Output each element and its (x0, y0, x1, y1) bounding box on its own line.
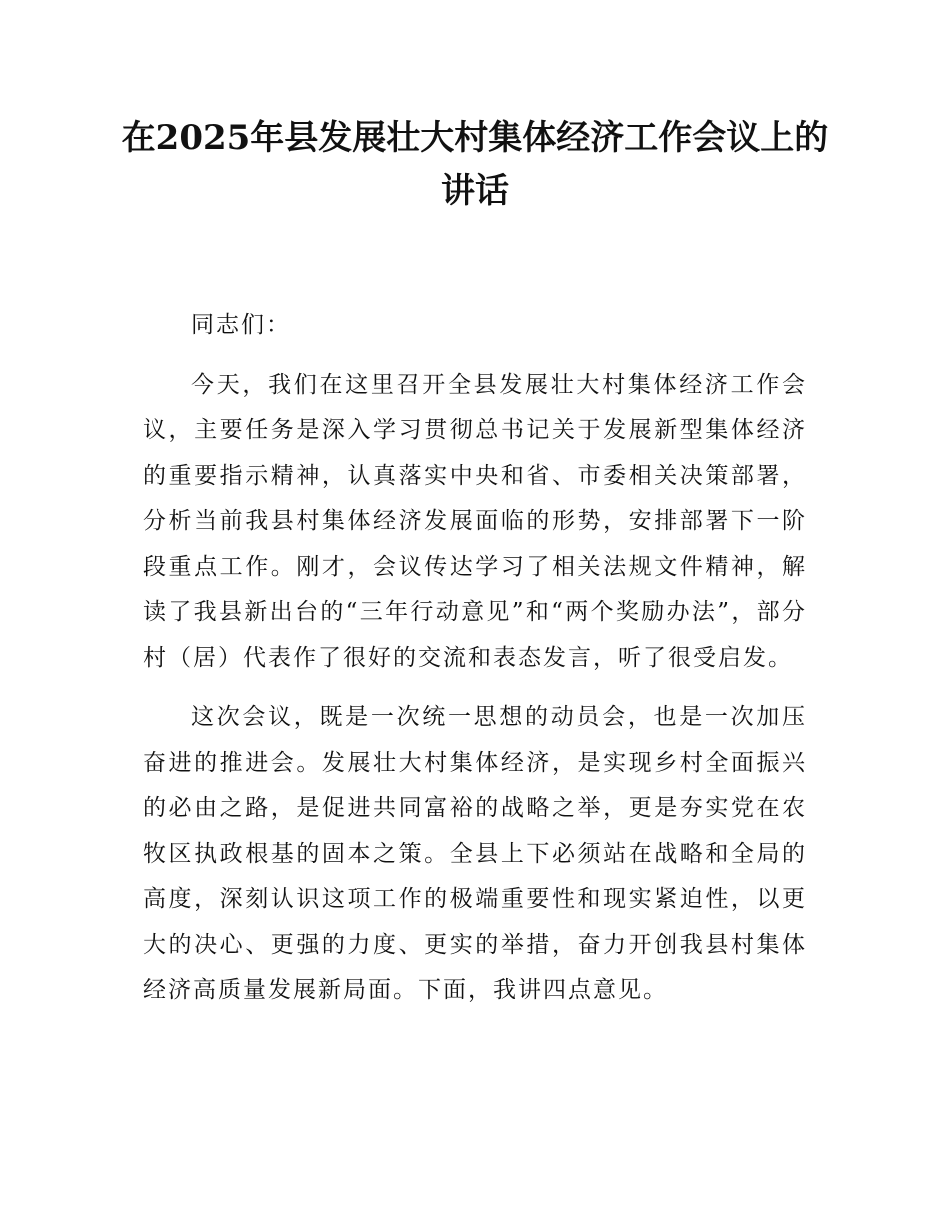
salutation: 同志们： (191, 312, 291, 338)
paragraph-opening: 今天，我们在这里召开全县发展壮大村集体经济工作会议，主要任务是深入学习贯彻总书记关于发展新型集体经济的重要指示精神，认真落实中央和省、市委相关决策部署，分析当前我县村集体经济发展面临的形势，安排部署下一阶段重点工作。刚才，会议传达学习了相关法规文件精神，解读了我县新出台的“三年行动意见”和“两个奖励办法”，部分村（居）代表作了很好的交流和表态发言，听了很受启发。 (143, 371, 807, 671)
paragraph-significance: 这次会议，既是一次统一思想的动员会，也是一次加压奋进的推进会。发展壮大村集体经济，是实现乡村全面振兴的必由之路，是促进共同富裕的战略之举，更是夯实党在农牧区执政根基的固本之策。全县上下必须站在战略和全局的高度，深刻认识这项工作的极端重要性和现实紧迫性，以更大的决心、更强的力度、更实的举措，奋力开创我县村集体经济高质量发展新局面。下面，我讲四点意见。 (143, 704, 807, 1003)
document-body (143, 303, 807, 1028)
document-title: 在2025年县发展壮大村集体经济工作会议上的讲话 (121, 118, 829, 211)
